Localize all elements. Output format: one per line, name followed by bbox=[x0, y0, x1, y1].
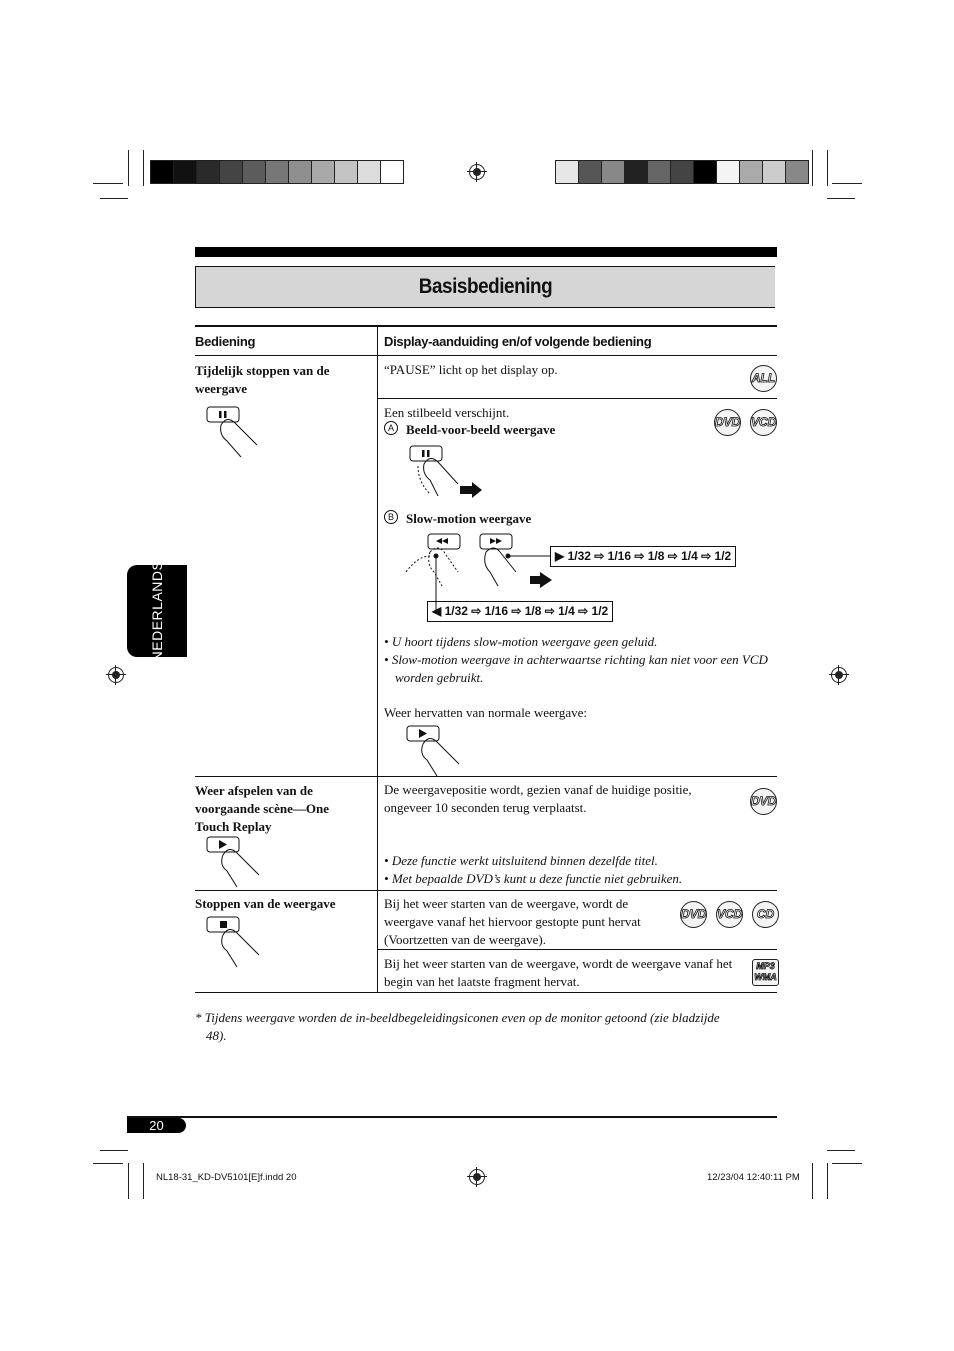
stop-last-track-text: Bij het weer starten van de weergave, wordt de weergave vanaf het begin van het laatste fragment hervat. bbox=[384, 956, 733, 989]
note-same-title: • Deze functie werkt uitsluitend binnen dezelfde titel. bbox=[384, 853, 658, 868]
color-bar-left bbox=[150, 160, 404, 184]
operation-pause: Tijdelijk stoppen van de weergave bbox=[195, 363, 330, 396]
registration-mark-icon bbox=[469, 1169, 485, 1185]
stop-resume-text: Bij het weer starten van de weergave, wordt de weergave vanaf het hiervoor gestopte punt hervat (Voortzetten van de weergave). bbox=[384, 896, 641, 947]
still-picture-text: Een stilbeeld verschijnt. bbox=[384, 405, 510, 420]
marker-b: B bbox=[384, 510, 398, 524]
crop-mark bbox=[143, 150, 144, 186]
disc-badge-dvd: DVD bbox=[750, 788, 777, 815]
marker-a: A bbox=[384, 421, 398, 435]
replay-text: De weergavepositie wordt, gezien vanaf de huidige positie, ongeveer 10 seconden terug verplaatst. bbox=[384, 782, 692, 815]
resume-text: Weer hervatten van normale weergave: bbox=[384, 705, 587, 720]
language-tab-label: NEDERLANDS bbox=[149, 560, 165, 662]
crop-mark bbox=[812, 1163, 813, 1199]
crop-mark bbox=[93, 183, 123, 184]
disc-badge-dvd: DVD bbox=[714, 409, 741, 436]
row-divider bbox=[377, 949, 777, 950]
disc-badge-mp3-wma: MP3 WMA bbox=[752, 959, 779, 986]
registration-mark-icon bbox=[108, 667, 124, 683]
crop-mark bbox=[812, 150, 813, 186]
registration-mark-icon bbox=[469, 164, 485, 180]
note-slow-motion-sound: • U hoort tijdens slow-motion weergave geen geluid. bbox=[384, 634, 658, 649]
crop-mark bbox=[93, 1163, 123, 1164]
play-button-finger-icon bbox=[205, 835, 265, 889]
registration-mark-icon bbox=[831, 667, 847, 683]
footer-rule bbox=[127, 1116, 777, 1118]
color-bar-right bbox=[555, 160, 809, 184]
note-some-dvds: • Met bepaalde DVD’s kunt u deze functie niet gebruiken. bbox=[384, 871, 683, 886]
column-header-display: Display-aanduiding en/of volgende bediening bbox=[384, 334, 652, 349]
crop-mark bbox=[827, 1163, 828, 1199]
pause-button-finger-icon bbox=[205, 405, 265, 461]
crop-mark bbox=[143, 1163, 144, 1199]
column-header-operation: Bediening bbox=[195, 334, 256, 349]
disc-badge-vcd: VCD bbox=[750, 409, 777, 436]
disc-badge-dvd: DVD bbox=[680, 901, 707, 928]
crop-mark bbox=[100, 198, 128, 199]
row-divider bbox=[195, 890, 777, 891]
slug-timestamp: 12/23/04 12:40:11 PM bbox=[707, 1172, 800, 1183]
stop-button-finger-icon bbox=[205, 915, 265, 969]
title-rule bbox=[195, 247, 777, 257]
crop-mark bbox=[832, 1163, 862, 1164]
operation-stop: Stoppen van de weergave bbox=[195, 896, 336, 911]
play-button-finger-icon bbox=[405, 724, 465, 778]
crop-mark bbox=[827, 198, 855, 199]
slug-file: NL18-31_KD-DV5101[E]f.indd 20 bbox=[156, 1172, 297, 1183]
crop-mark bbox=[100, 1150, 128, 1151]
pause-display-text: “PAUSE” licht op het display op. bbox=[384, 362, 558, 377]
language-tab bbox=[127, 560, 187, 662]
slow-motion-label: Slow-motion weergave bbox=[406, 511, 532, 526]
reverse-slow-speeds: ◀ 1/32 ⇨ 1/16 ⇨ 1/8 ⇨ 1/4 ⇨ 1/2 bbox=[427, 601, 613, 622]
crop-mark bbox=[128, 1163, 129, 1199]
note-slow-motion-vcd: • Slow-motion weergave in achterwaartse richting kan niet voor een VCD worden gebruikt. bbox=[384, 652, 768, 685]
crop-mark bbox=[128, 150, 129, 186]
table-top-rule bbox=[195, 325, 777, 327]
frame-by-frame-label: Beeld-voor-beeld weergave bbox=[406, 422, 556, 437]
row-divider bbox=[377, 398, 777, 399]
crop-mark bbox=[832, 183, 862, 184]
disc-badge-all: ALL bbox=[750, 365, 777, 392]
table-bottom-rule bbox=[195, 992, 777, 993]
frame-advance-finger-icon bbox=[408, 444, 488, 500]
footnote: * Tijdens weergave worden de in-beeldbegeleidingsiconen even op de monitor getoond (zie bladzijde 48). bbox=[195, 1010, 720, 1043]
row-divider bbox=[195, 776, 777, 777]
operation-one-touch-replay: Weer afspelen van de voorgaande scène—One Touch Replay bbox=[195, 783, 329, 834]
page-number: 20 bbox=[127, 1118, 186, 1133]
forward-slow-speeds: ▶ 1/32 ⇨ 1/16 ⇨ 1/8 ⇨ 1/4 ⇨ 1/2 bbox=[550, 546, 736, 567]
page-title-box bbox=[195, 266, 775, 308]
table-header-rule bbox=[195, 355, 777, 356]
crop-mark bbox=[827, 150, 828, 186]
table-column-divider bbox=[377, 325, 378, 992]
disc-badge-cd: CD bbox=[752, 901, 779, 928]
page-title: Basisbediening bbox=[418, 275, 553, 298]
crop-mark bbox=[827, 1150, 855, 1151]
disc-badge-vcd: VCD bbox=[716, 901, 743, 928]
